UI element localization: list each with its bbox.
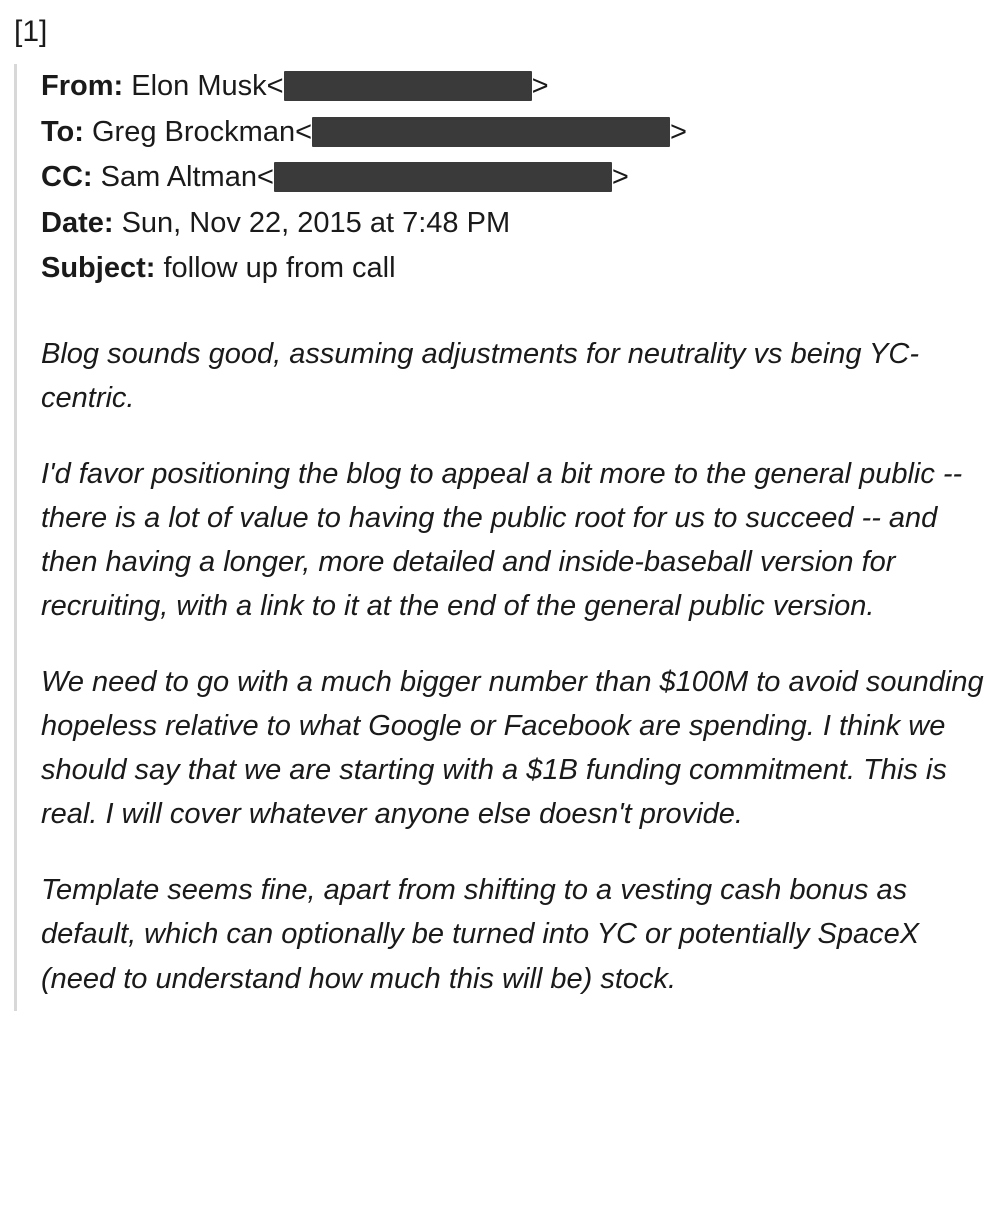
cc-bracket-open: < bbox=[256, 161, 274, 194]
from-label: From: bbox=[41, 70, 124, 102]
to-name: Greg Brockman bbox=[92, 115, 296, 148]
subject-label: Subject: bbox=[41, 252, 156, 285]
to-label: To: bbox=[41, 115, 84, 148]
footnote-marker: [1] bbox=[14, 15, 48, 48]
subject-value: follow up from call bbox=[163, 252, 396, 285]
to-bracket-open: < bbox=[295, 115, 313, 148]
email-paragraph-4: Template seems fine, apart from shifting to a vesting cash bonus as default, which can optionally be turned into YC or potentially SpaceX (need to understand how much this will be) stock. bbox=[41, 874, 920, 995]
email-paragraph-3: We need to go with a much bigger number than $100M to avoid sounding hopeless relative to what Google or Facebook are spending. I think we should say that we are starting with a $1B funding commitment. This is real. I will cover whatever anyone else doesn't provide. bbox=[41, 666, 984, 831]
date-label: Date: bbox=[41, 206, 114, 239]
email-header-subject bbox=[41, 246, 992, 292]
from-name: Elon Musk bbox=[131, 70, 267, 102]
email-header-date bbox=[41, 201, 992, 247]
from-bracket-open: < bbox=[266, 70, 284, 102]
email-quote-block bbox=[14, 64, 992, 1011]
cc-label: CC: bbox=[41, 161, 93, 194]
redacted-email-from bbox=[284, 71, 532, 101]
email-header-cc bbox=[41, 155, 992, 201]
redacted-email-cc bbox=[274, 162, 612, 192]
redacted-email-to bbox=[312, 117, 670, 147]
email-header-block bbox=[41, 64, 992, 292]
to-bracket-close: > bbox=[670, 115, 687, 148]
email-header-from bbox=[41, 64, 992, 110]
email-header-to bbox=[41, 110, 992, 156]
email-paragraph-1: Blog sounds good, assuming adjustments for neutrality vs being YC-centric. bbox=[41, 337, 920, 414]
date-value: Sun, Nov 22, 2015 at 7:48 PM bbox=[121, 206, 511, 239]
email-body bbox=[41, 332, 992, 1001]
from-bracket-close: > bbox=[531, 70, 549, 102]
cc-name: Sam Altman bbox=[100, 161, 257, 194]
cc-bracket-close: > bbox=[611, 161, 629, 194]
email-paragraph-2: I'd favor positioning the blog to appeal a bit more to the general public -- there is a lot of value to having the public root for us to succeed -- and then having a longer, more detailed and inside-baseball version for recruiting, with a link to it at the end of the general public version. bbox=[41, 457, 963, 622]
